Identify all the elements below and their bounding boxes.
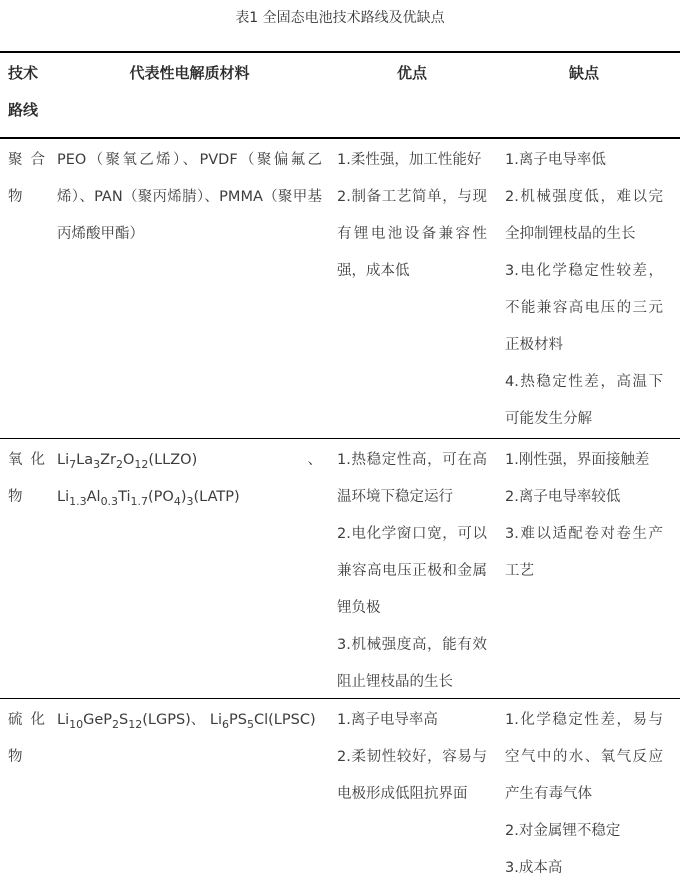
cell-line: 1.柔性强，加工性能好 xyxy=(337,142,487,179)
cell-materials xyxy=(57,138,337,439)
table-header xyxy=(0,52,680,138)
cell-line: 3.成本高 xyxy=(505,850,663,887)
header-materials: 代表性电解质材料 xyxy=(57,52,337,138)
cell-line: 2.制备工艺简单，与现有锂电池设备兼容性强，成本低 xyxy=(337,179,487,290)
cell-disadvantages xyxy=(505,439,680,699)
table-title: 表1 全固态电池技术路线及优缺点 xyxy=(0,0,680,51)
materials-text: PEO（聚氧乙烯）、PVDF（聚偏氟乙烯）、PAN（聚丙烯腈）、PMMA（聚甲基丙烯酸甲酯） xyxy=(57,142,322,438)
cell-line: 3.机械强度高，能有效阻止锂枝晶的生长 xyxy=(337,627,487,698)
advantages-list xyxy=(337,442,487,698)
cell-line: 3.电化学稳定性较差，不能兼容高电压的三元正极材料 xyxy=(505,253,663,364)
header-disadvantages: 缺点 xyxy=(505,52,680,138)
cell-materials xyxy=(57,699,337,887)
advantages-list xyxy=(337,142,487,438)
cell-line: 2.柔韧性较好，容易与电极形成低阻抗界面 xyxy=(337,739,487,813)
advantages-list xyxy=(337,702,487,813)
disadvantages-list xyxy=(505,702,663,887)
route-text: 硫化物 xyxy=(8,702,45,776)
cell-disadvantages xyxy=(505,699,680,887)
header-advantages: 优点 xyxy=(337,52,505,138)
cell-line: 3.难以适配卷对卷生产工艺 xyxy=(505,516,663,590)
table-row-sulfide xyxy=(0,699,680,887)
disadvantages-list xyxy=(505,142,663,438)
cell-disadvantages xyxy=(505,138,680,439)
materials-text: $Li_7La_3Zr_2O_{12}(LLZO)$、$Li_{1.3}Al_{0.3}Ti_{1.7}(PO_4)_3(LATP)$ xyxy=(57,442,322,698)
cell-route xyxy=(0,699,57,887)
header-row xyxy=(0,52,680,138)
cell-route xyxy=(0,439,57,699)
cell-line: 1.热稳定性高，可在高温环境下稳定运行 xyxy=(337,442,487,516)
cell-line: 2.机械强度低，难以完全抑制锂枝晶的生长 xyxy=(505,179,663,253)
table-row-polymer xyxy=(0,138,680,439)
cell-line: 2.电化学窗口宽，可以兼容高电压正极和金属锂负极 xyxy=(337,516,487,627)
cell-line: 1.离子电导率高 xyxy=(337,702,487,739)
table-row-oxide xyxy=(0,439,680,699)
cell-line: 1.离子电导率低 xyxy=(505,142,663,179)
cell-line: 4.热稳定性差，高温下可能发生分解 xyxy=(505,364,663,438)
cell-line: 2.离子电导率较低 xyxy=(505,479,663,516)
materials-text: $Li_{10}GeP_2S_{12}(LGPS)$、 $Li_6PS_5Cl(LPSC)$ xyxy=(57,702,322,739)
header-route: 技术路线 xyxy=(0,52,57,138)
battery-tech-table xyxy=(0,51,680,887)
cell-line: 2.对金属锂不稳定 xyxy=(505,813,663,850)
cell-materials xyxy=(57,439,337,699)
route-text: 氧化物 xyxy=(8,442,45,698)
cell-line: 1.刚性强，界面接触差 xyxy=(505,442,663,479)
cell-line: 1.化学稳定性差，易与空气中的水、氧气反应产生有毒气体 xyxy=(505,702,663,813)
cell-advantages xyxy=(337,699,505,887)
cell-route xyxy=(0,138,57,439)
cell-advantages xyxy=(337,138,505,439)
table-body xyxy=(0,138,680,887)
disadvantages-list xyxy=(505,442,663,698)
cell-advantages xyxy=(337,439,505,699)
route-text: 聚合物 xyxy=(8,142,45,438)
